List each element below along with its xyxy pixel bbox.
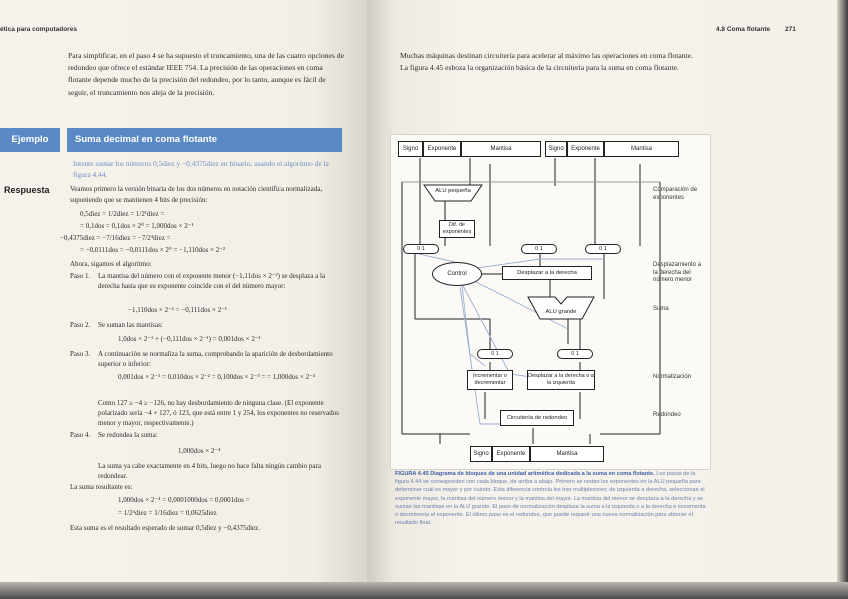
result-line-2: = 1/2⁴diez = 1/16diez = 0,0625diez: [118, 509, 217, 517]
stage-label-shift: Desplazamiento a la derecha del número menor: [653, 262, 702, 283]
left-intro-paragraph: Para simplificar, en el paso 4 se ha supuesto el truncamiento, una de las cuatro opciones de redondeo que ofrece el estándar IEEE 754. La precisión de las operaciones en coma flotante depende mucho de la precisión del redondeo, por lo tanto, aunque es fácil de seguir, el truncamiento nos aleja de la precisión.: [68, 51, 344, 97]
increment-decrement-block: Incrementar o decrementar: [467, 370, 513, 390]
top-right-exponent: Exponente: [567, 141, 604, 157]
right-intro-paragraph: Muchas máquinas destinan circuitería para acelerar al máximo las operaciones en coma flotante. La figura 4.45 esboza la organización básica de la circuitería para la suma en coma flotante.: [400, 51, 693, 73]
step-eq-2: 1,0dos × 2⁻¹ + (−0,111dos × 2⁻¹) = 0,001dos × 2⁻¹: [118, 335, 261, 343]
control-unit: Control: [432, 262, 482, 286]
mux-exponent: 0 1: [403, 244, 439, 254]
small-alu-label: ALU pequeña: [435, 188, 471, 194]
stage-label-normalize: Normalización: [653, 374, 692, 380]
stage-label-round: Redondeo: [653, 412, 681, 418]
stage-label-compare: Comparación de exponentes: [653, 187, 698, 201]
top-left-mantissa: Mantisa: [461, 141, 541, 157]
mux-normalize-left: 0 1: [477, 349, 513, 359]
big-alu-shape: [527, 296, 595, 320]
eq-line-1: 0,5diez = 1/2diez = 1/2¹diez =: [80, 210, 165, 218]
mux-large-mantissa: 0 1: [585, 244, 621, 254]
step-label-2: Paso 2.: [70, 321, 91, 329]
mux-small-mantissa: 0 1: [521, 244, 557, 254]
example-title: Suma decimal en coma flotante: [67, 128, 342, 152]
book-bottom-edge: [0, 582, 848, 599]
shift-right-block: Desplazar a la derecha: [502, 266, 592, 280]
step-label-4: Paso 4.: [70, 431, 91, 439]
exponent-difference: Dif. de exponentes: [439, 220, 475, 238]
eq-line-4: = −0,0111dos = −0,0111dos × 2⁰ = −1,110dos × 2⁻²: [80, 246, 226, 254]
eq-line-3: −0,4375diez = −7/16diez = −7/2⁴diez =: [60, 234, 171, 242]
example-tab: Ejemplo: [0, 128, 60, 152]
left-running-head: ética para computadores: [0, 26, 77, 33]
step-text-3: A continuación se normaliza la suma, comprobando la aparición de desbordamiento superior o inferior:: [98, 350, 333, 368]
big-alu-label: ALU grande: [545, 309, 577, 315]
right-running-head: 4.8 Coma flotante: [716, 26, 771, 33]
answer-intro: Veamos primero la versión binaria de los dos números en notación científica normalizada, suponiendo que se mantienen 4 bits de precisión:: [70, 185, 323, 204]
figure-caption: [395, 470, 707, 527]
step-eq-1: −1,110dos × 2⁻² = −0,111dos × 2⁻¹: [128, 306, 227, 314]
step-text-4: Se redondea la suma:: [98, 431, 158, 439]
figure-caption-title: FIGURA 4.45 Diagrama de bloques de una unidad aritmética dedicada a la suma en coma flotante.: [395, 471, 655, 477]
mux-normalize-right: 0 1: [557, 349, 593, 359]
step-eq-3: 0,001dos × 2⁻¹ = 0,010dos × 2⁻² = 0,100dos × 2⁻³ = = 1,000dos × 2⁻⁴: [118, 373, 316, 381]
rounding-circuit: Circuitería de redondeo: [500, 410, 574, 426]
step-note-3: Como 127 ≥ −4 ≥ −126, no hay desbordamiento de ninguna clase. (El exponente polarizado sería −4 + 127, ó 123, que está entre 1 y 254, los exponentes no reservados menor y mayor, respectivamente.): [98, 399, 339, 427]
eq-line-2: = 0,1dos = 0,1dos × 2⁰ = 1,000dos × 2⁻¹: [80, 222, 194, 230]
example-prompt: Intente sumar los números 0,5diez y −0,4375diez en binario, usando el algoritmo de la figura 4.44.: [73, 159, 329, 179]
result-intro: La suma resultante es:: [70, 483, 133, 491]
shift-left-right-block: Desplazar a la derecha o a la izquierda: [527, 370, 595, 390]
bottom-exponent: Exponente: [492, 446, 530, 462]
figure-caption-body: Los pasos de la figura 4.44 se corresponden con cada bloque, de arriba a abajo. Primero se restan los exponentes en la ALU pequeña para determinar cuál es mayor y por cuánto. Esta diferencia controla los tres multiplexores; de izquierda a derecha, seleccionan el exponente mayor, la mantisa del número menor y la mantisa del mayor. La mantisa del menor se desplaza a la derecha y se suman las mantisas en la ALU grande. El paso de normalización desplaza la suma a la izquierda o a la derecha e incrementa o decrementa el exponente. El último paso es el redondeo, que puede requerir una nueva normalización para obtener el resultado final.: [395, 471, 706, 527]
top-right-sign: Signo: [545, 141, 567, 157]
step-text-1: La mantisa del número con el exponente menor (−1,11dos × 2⁻²) se desplaza a la derecha hasta que su exponente coincide con el del número mayor:: [98, 272, 326, 290]
book-edge: [837, 0, 848, 599]
result-line-1: 1,000dos × 2⁻⁴ = 0,0001000dos = 0,0001dos =: [118, 496, 250, 504]
stage-label-add: Suma: [653, 306, 669, 312]
step-label-3: Paso 3.: [70, 350, 91, 358]
answer-label: Respuesta: [4, 185, 50, 195]
algo-intro: Ahora, sigamos el algoritmo:: [70, 260, 152, 268]
left-page: [0, 0, 367, 582]
bottom-mantissa: Mantisa: [530, 446, 604, 462]
step-note-4: La suma ya cabe exactamente en 4 bits, luego no hace falta ningún cambio para redondear.: [98, 462, 321, 480]
top-left-exponent: Exponente: [423, 141, 461, 157]
step-label-1: Paso 1.: [70, 272, 91, 280]
bottom-sign: Signo: [470, 446, 492, 462]
step-eq-4: 1,000dos × 2⁻⁴: [178, 447, 221, 455]
closing-sentence: Esta suma es el resultado esperado de sumar 0,5diez y −0,4375diez.: [70, 524, 260, 532]
top-right-mantissa: Mantisa: [604, 141, 679, 157]
top-left-sign: Signo: [398, 141, 423, 157]
page-number: 271: [785, 26, 796, 33]
step-text-2: Se suman las mantisas:: [98, 321, 163, 329]
right-page: [367, 0, 837, 582]
